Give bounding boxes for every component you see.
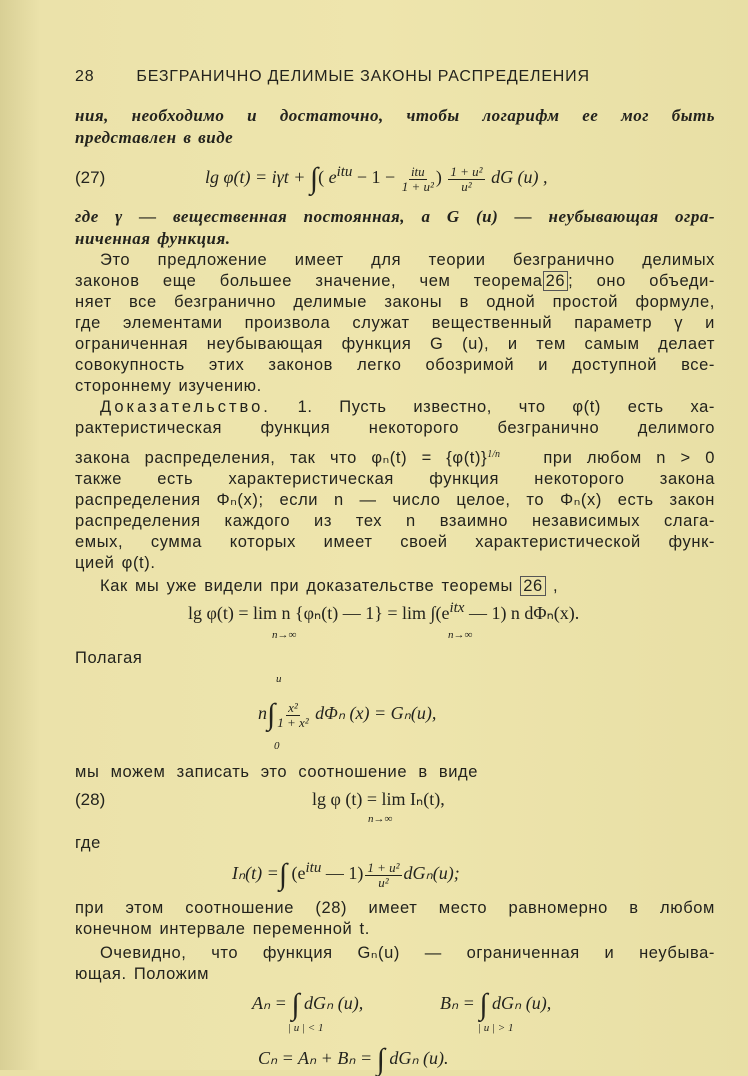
reference-26: 26 (520, 576, 546, 596)
eq-text: Iₙ(t) = (232, 863, 279, 884)
text-line: Очевидно, что функция Gₙ(u) — ограниченная и неубыва- (100, 944, 715, 962)
limit-subscript: n→∞ (272, 629, 297, 641)
eq-text: dGₙ(u); (403, 863, 460, 884)
eq-text: − 1 − (356, 167, 396, 188)
eq-text: (e (291, 863, 306, 884)
den: u² (461, 178, 472, 194)
text-line (75, 271, 715, 291)
text: , (552, 577, 559, 595)
integral-sign: ∫ (291, 988, 300, 1021)
text-line: распределения Φₙ(x); если n — число целое, то Φₙ(x) есть закон (75, 491, 715, 509)
eq-text: dGₙ (u). (389, 1048, 449, 1069)
equation-C (258, 1045, 449, 1075)
eq-text: dG (u) , (491, 167, 548, 188)
integral-sign: ∫ (267, 698, 276, 731)
text: при любом n > 0 (543, 449, 715, 467)
den: n (494, 449, 500, 460)
integral-upper-limit: u (276, 673, 282, 685)
limit-subscript: n→∞ (448, 629, 473, 641)
text-line: при этом соотношение (28) имеет место равномерно в любом (75, 899, 715, 917)
running-header (75, 68, 590, 86)
eq-text: — 1) n dΦₙ(x). (468, 603, 580, 623)
text-line: где элементами произвола служат вещественный параметр γ и (75, 314, 715, 332)
integral-sign: ∫ (309, 162, 319, 195)
integral-sign: ∫ (376, 1043, 385, 1076)
integral-domain: | u | < 1 (288, 1022, 324, 1034)
eq-text: dGₙ (u), (304, 993, 364, 1014)
eq-text: Bₙ = (440, 993, 475, 1014)
reference-26: 26 (543, 271, 569, 291)
equation-B (440, 990, 551, 1020)
equation-label: (28) (75, 790, 106, 809)
eq-text: Cₙ = Aₙ + Bₙ = (258, 1048, 373, 1069)
num: x² (288, 699, 298, 715)
text-line: конечном интервале переменной t. (75, 920, 370, 938)
text-line (75, 448, 715, 468)
fraction (402, 165, 434, 194)
equation-A (252, 990, 363, 1020)
text-line (100, 397, 715, 417)
eq-text: $e^{itu}$ (328, 164, 353, 188)
integral-domain: | u | > 1 (478, 1022, 514, 1034)
text: ; оно объеди- (568, 272, 715, 290)
equation-label: (27) (75, 168, 106, 187)
text-line: емых, сумма которых имеет своей характеристической функ- (75, 533, 715, 551)
text-line: рактеристическая функция некоторого безгранично делимого (75, 419, 715, 437)
eq-text: — 1) (325, 863, 364, 884)
num: 1 + u² (450, 163, 483, 179)
text-line: няет все безгранично делимые законы в одной простой формуле, (75, 293, 715, 311)
integral-sign: ∫ (479, 988, 488, 1021)
eq-exp: itu (336, 164, 353, 181)
theorem-line: ния, необходимо и достаточно, чтобы логарифм ее мог быть (75, 106, 715, 125)
text-line: Это предложение имеет для теории безгранично делимых (100, 251, 715, 269)
eq-text: lg φ(t) = lim n {φₙ(t) — 1} = lim ∫(e (188, 603, 450, 623)
text-line: ющая. Положим (75, 965, 210, 983)
num: 1 + u² (367, 859, 400, 875)
text-line: стороннему изучению. (75, 377, 262, 395)
exponent-1-over-n: 1/n (487, 449, 500, 460)
eq-text: n (258, 703, 267, 724)
text: закона распределения, так что φₙ(t) = {φ(t)} (75, 449, 488, 467)
text-line: распределения каждого из тех n взаимно независимых слага- (75, 512, 715, 530)
text: Как мы уже видели при доказательстве теоремы (100, 577, 514, 595)
fraction (277, 701, 308, 730)
theorem-line: где γ — вещественная постоянная, а G (u) — неубывающая огра- (75, 207, 715, 226)
proof-heading: Доказательство. (100, 398, 271, 416)
eq-text: lg φ(t) = iγt + (205, 167, 306, 188)
text-line: также есть характеристическая функция некоторого закона (75, 470, 715, 488)
fraction (365, 861, 401, 890)
equation-27: lg φ(t) = iγt + ∫( $e^{itu} - 1$ − $\frac{\text{itu}}{\text{1 + u²}}$ ) $\frac{\text{1 + u²}}{\text{u²}}$ dG (u) , (205, 162, 548, 195)
text-line: ограниченная неубывающая функция G (u), и тем самым делает (75, 335, 715, 353)
limit-subscript: n→∞ (368, 813, 393, 825)
text-line: Полагая (75, 649, 143, 667)
text: законов еще большее значение, чем теорема (75, 272, 543, 290)
eq-text: Aₙ = (252, 993, 287, 1014)
fraction (448, 165, 484, 194)
num: 1 (487, 449, 493, 460)
den: 1 + u² (401, 178, 434, 194)
text: 1. Пусть известно, что φ(t) есть ха- (297, 398, 715, 416)
text-line: где (75, 834, 101, 852)
eq-exp: itu (305, 860, 322, 877)
eq-text: dGₙ (u), (492, 993, 552, 1014)
page-number: 28 (75, 68, 95, 85)
den: 1 + x² (277, 714, 309, 730)
eq-text: dΦₙ (x) = Gₙ(u), (315, 703, 437, 724)
equation-G (258, 700, 436, 730)
integral-lower-limit: 0 (274, 740, 280, 752)
integral-sign: ∫ (278, 858, 288, 891)
equation-limit (188, 602, 579, 624)
running-title: БЕЗГРАНИЧНО ДЕЛИМЫЕ ЗАКОНЫ РАСПРЕДЕЛЕНИЯ (136, 68, 590, 85)
eq-exp: itx (449, 600, 465, 616)
theorem-line: ниченная функция. (75, 229, 231, 248)
den: u² (378, 874, 389, 890)
theorem-line: представлен в виде (75, 128, 234, 147)
equation-28: lg φ (t) = lim Iₙ(t), (312, 789, 445, 809)
text-line: мы можем записать это соотношение в виде (75, 763, 479, 781)
num: itu (410, 163, 425, 179)
text-line: совокупность этих законов легко обозримой и доступной все- (75, 356, 715, 374)
text-line (100, 576, 715, 596)
equation-I (232, 860, 460, 890)
text-line: цией φ(t). (75, 554, 156, 572)
